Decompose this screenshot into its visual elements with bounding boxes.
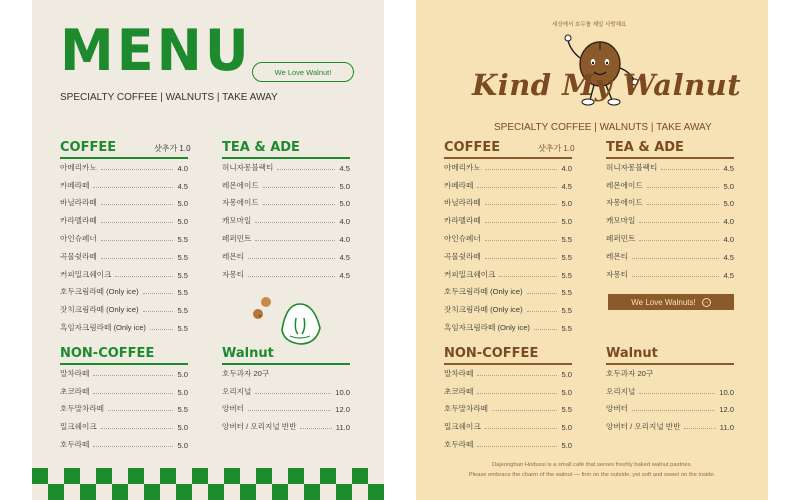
section-heading-tea-ade: TEA & ADE bbox=[606, 140, 684, 155]
menu-item-price: 5.5 bbox=[561, 270, 572, 280]
dot-leader bbox=[632, 276, 719, 277]
menu-item bbox=[60, 297, 188, 315]
menu-item-price: 5.5 bbox=[561, 405, 572, 415]
dot-leader bbox=[255, 393, 331, 394]
menu-item-name: 흑임자크림라떼 (Only ice) bbox=[444, 322, 530, 332]
menu-item bbox=[222, 208, 350, 226]
menu-item-name: 아인슈페너 bbox=[60, 233, 97, 243]
menu-item-price: 5.0 bbox=[177, 423, 188, 433]
menu-item-name: 호두라떼 bbox=[60, 439, 90, 449]
menu-item bbox=[444, 155, 572, 173]
menu-item-name: 자몽에이드 bbox=[222, 198, 259, 208]
menu-item-name: 바닐라라떼 bbox=[444, 198, 481, 208]
menu-item-price: 12.0 bbox=[335, 405, 350, 415]
menu-item-price: 5.0 bbox=[561, 199, 572, 209]
menu-item-name: 아메리카노 bbox=[444, 162, 481, 172]
dot-leader bbox=[248, 276, 335, 277]
menu-item bbox=[606, 244, 734, 262]
dot-leader bbox=[115, 276, 173, 277]
checker-square bbox=[176, 484, 192, 500]
footer-line-1: Dajeonghan Hodussi is a small café that serves freshly baked walnut pastries. bbox=[491, 462, 693, 468]
menu-item-price: 10.0 bbox=[335, 387, 350, 397]
menu-item-name: 자몽티 bbox=[222, 269, 245, 279]
menu-item bbox=[606, 173, 734, 191]
menu-item bbox=[444, 226, 572, 244]
menu-item bbox=[60, 379, 188, 397]
menu-item-price: 5.5 bbox=[561, 323, 572, 333]
tea-ade-list bbox=[606, 155, 734, 280]
menu-item-price: 5.5 bbox=[177, 234, 188, 244]
checker-border bbox=[32, 468, 384, 500]
menu-item bbox=[222, 191, 350, 209]
section-heading-walnut: Walnut bbox=[222, 346, 274, 361]
menu-item-name: 잣치크림라떼 (Only ice) bbox=[444, 305, 523, 315]
section-heading-noncoffee: NON-COFFEE bbox=[444, 346, 539, 361]
menu-item-name: 호두말차라떼 bbox=[444, 404, 489, 414]
checker-square bbox=[192, 468, 208, 484]
dot-leader bbox=[101, 204, 174, 205]
dot-leader bbox=[485, 169, 558, 170]
menu-item-name: 앙버터 bbox=[606, 404, 629, 414]
checker-square bbox=[32, 468, 48, 484]
menu-item-price: 5.0 bbox=[339, 199, 350, 209]
menu-item bbox=[606, 208, 734, 226]
dot-leader bbox=[485, 204, 558, 205]
menu-item-name: 호두라떼 bbox=[444, 439, 474, 449]
menu-item-price: 5.0 bbox=[177, 217, 188, 227]
menu-item bbox=[60, 315, 188, 333]
checker-square bbox=[368, 484, 384, 500]
menu-item-price: 11.0 bbox=[719, 423, 734, 433]
checker-square bbox=[144, 484, 160, 500]
menu-item bbox=[444, 432, 572, 450]
menu-item-name: 레몬에이드 bbox=[222, 180, 259, 190]
dot-leader bbox=[647, 187, 720, 188]
menu-item bbox=[444, 280, 572, 298]
dot-leader bbox=[485, 222, 558, 223]
menu-item-price: 5.0 bbox=[177, 387, 188, 397]
menu-item-price: 5.5 bbox=[177, 405, 188, 415]
dot-leader bbox=[108, 410, 173, 411]
menu-item-name: 곡물쉿라떼 bbox=[60, 251, 97, 261]
menu-item-name: 레몬티 bbox=[606, 251, 629, 261]
menu-item-price: 5.0 bbox=[339, 181, 350, 191]
dot-leader bbox=[248, 258, 335, 259]
menu-item-price: 5.5 bbox=[177, 288, 188, 298]
checker-square bbox=[240, 484, 256, 500]
arrow-right-icon: → bbox=[703, 299, 710, 305]
menu-item-name: 자몽티 bbox=[606, 269, 629, 279]
dot-leader bbox=[485, 428, 558, 429]
checker-square bbox=[48, 484, 64, 500]
menu-item-name: 잣치크림라떼 (Only ice) bbox=[60, 305, 139, 315]
menu-item-name: 자몽에이드 bbox=[606, 198, 643, 208]
menu-item bbox=[60, 208, 188, 226]
menu-item bbox=[444, 361, 572, 379]
dot-leader bbox=[661, 169, 719, 170]
dot-leader bbox=[639, 222, 719, 223]
menu-item-name: 카페라떼 bbox=[60, 180, 90, 190]
menu-item-name: 카라멜라떼 bbox=[444, 216, 481, 226]
dot-leader bbox=[534, 329, 557, 330]
menu-item bbox=[60, 397, 188, 415]
menu-item-name: 오리지널 bbox=[222, 386, 252, 396]
menu-item-name: 호두말차라떼 bbox=[60, 404, 105, 414]
dot-leader bbox=[477, 187, 557, 188]
menu-item bbox=[606, 414, 734, 432]
noncoffee-list bbox=[444, 361, 572, 450]
brand-subtitle: 세상에서 호두를 제일 사랑해요 bbox=[552, 22, 627, 28]
menu-item-price: 5.5 bbox=[561, 252, 572, 262]
checker-square bbox=[336, 484, 352, 500]
menu-card-brown bbox=[416, 0, 768, 500]
dot-leader bbox=[101, 240, 174, 241]
menu-item bbox=[444, 315, 572, 333]
menu-item bbox=[222, 397, 350, 415]
menu-item bbox=[222, 226, 350, 244]
dot-leader bbox=[263, 204, 336, 205]
menu-item bbox=[222, 379, 350, 397]
menu-item bbox=[606, 191, 734, 209]
dot-leader bbox=[101, 222, 174, 223]
menu-item bbox=[606, 397, 734, 415]
checker-square bbox=[352, 468, 368, 484]
menu-item bbox=[60, 262, 188, 280]
menu-item-price: 4.5 bbox=[561, 181, 572, 191]
menu-item-name: 캐모마일 bbox=[222, 216, 252, 226]
menu-item bbox=[606, 155, 734, 173]
menu-item bbox=[444, 244, 572, 262]
menu-item-price: 4.0 bbox=[723, 217, 734, 227]
menu-item bbox=[444, 262, 572, 280]
menu-item-price: 5.0 bbox=[723, 199, 734, 209]
menu-item-name: 밀크쉐이크 bbox=[60, 422, 97, 432]
menu-item bbox=[60, 361, 188, 379]
menu-item bbox=[444, 297, 572, 315]
checker-square bbox=[96, 468, 112, 484]
menu-item-price: 4.5 bbox=[723, 252, 734, 262]
menu-item bbox=[60, 155, 188, 173]
checker-square bbox=[208, 484, 224, 500]
menu-item-name: 초코라떼 bbox=[444, 386, 474, 396]
menu-item bbox=[606, 262, 734, 280]
menu-item bbox=[60, 226, 188, 244]
menu-item-price: 5.0 bbox=[177, 199, 188, 209]
section-heading-walnut: Walnut bbox=[606, 346, 658, 361]
menu-item-name: 카페라떼 bbox=[444, 180, 474, 190]
love-button-label: We Love Walnuts! bbox=[631, 297, 696, 307]
tagline: SPECIALTY COFFEE | WALNUTS | TAKE AWAY bbox=[494, 122, 712, 133]
menu-item-price: 4.5 bbox=[177, 181, 188, 191]
menu-item bbox=[222, 414, 350, 432]
dot-leader bbox=[639, 240, 719, 241]
menu-item-price: 5.5 bbox=[561, 234, 572, 244]
dot-leader bbox=[93, 187, 173, 188]
menu-item bbox=[606, 379, 734, 397]
dot-leader bbox=[277, 169, 335, 170]
dot-leader bbox=[477, 375, 557, 376]
tea-ade-list bbox=[222, 155, 350, 280]
menu-item-price: 5.5 bbox=[561, 288, 572, 298]
dot-leader bbox=[101, 258, 174, 259]
menu-item bbox=[606, 361, 734, 379]
menu-item-price: 4.5 bbox=[339, 252, 350, 262]
menu-item-price: 5.5 bbox=[177, 252, 188, 262]
menu-item-price: 5.5 bbox=[561, 306, 572, 316]
menu-item-name: 아메리카노 bbox=[60, 162, 97, 172]
walnut-list bbox=[222, 361, 350, 432]
coffee-list bbox=[60, 155, 188, 333]
menu-item-price: 10.0 bbox=[719, 387, 734, 397]
menu-item bbox=[444, 191, 572, 209]
menu-item-price: 4.0 bbox=[177, 163, 188, 173]
menu-item bbox=[60, 173, 188, 191]
menu-item-price: 4.0 bbox=[561, 163, 572, 173]
shot-extra-note: 샷추가 1.0 bbox=[538, 144, 575, 153]
menu-item-name: 캐모마일 bbox=[606, 216, 636, 226]
menu-item-name: 앙버터 / 오리지널 반반 bbox=[222, 422, 297, 432]
menu-item bbox=[222, 262, 350, 280]
dot-leader bbox=[492, 410, 557, 411]
brand-name: Kind My Walnut bbox=[472, 68, 742, 102]
checker-square bbox=[272, 484, 288, 500]
dot-leader bbox=[101, 428, 174, 429]
checker-square bbox=[112, 484, 128, 500]
checker-square bbox=[224, 468, 240, 484]
dot-leader bbox=[93, 446, 173, 447]
menu-item-price: 5.5 bbox=[177, 306, 188, 316]
shot-extra-note: 샷추가 1.0 bbox=[154, 144, 191, 153]
dot-leader bbox=[93, 375, 173, 376]
dot-leader bbox=[477, 446, 557, 447]
menu-item bbox=[222, 155, 350, 173]
checker-square bbox=[128, 468, 144, 484]
walnut-illustration-icon bbox=[244, 292, 334, 348]
menu-item-name: 호두크림라떼 (Only ice) bbox=[60, 287, 139, 297]
menu-item-name: 아인슈페너 bbox=[444, 233, 481, 243]
dot-leader bbox=[632, 410, 715, 411]
menu-item bbox=[60, 280, 188, 298]
menu-item-name: 호두과자 20구 bbox=[222, 368, 270, 378]
walnut-list bbox=[606, 361, 734, 432]
menu-item-name: 초코라떼 bbox=[60, 386, 90, 396]
dot-leader bbox=[263, 187, 336, 188]
dot-leader bbox=[485, 240, 558, 241]
coffee-list bbox=[444, 155, 572, 333]
menu-item-price: 4.5 bbox=[339, 270, 350, 280]
menu-item-name: 앙버터 bbox=[222, 404, 245, 414]
dot-leader bbox=[93, 393, 173, 394]
dot-leader bbox=[527, 293, 558, 294]
menu-item-price: 12.0 bbox=[719, 405, 734, 415]
menu-item bbox=[606, 226, 734, 244]
menu-item-price: 5.5 bbox=[177, 270, 188, 280]
checker-square bbox=[160, 468, 176, 484]
dot-leader bbox=[647, 204, 720, 205]
checker-square bbox=[64, 468, 80, 484]
menu-title: MENU bbox=[60, 17, 252, 84]
menu-item-price: 5.0 bbox=[561, 217, 572, 227]
menu-item-name: 레몬에이드 bbox=[606, 180, 643, 190]
menu-item-name: 호두크림라떼 (Only ice) bbox=[444, 287, 523, 297]
we-love-walnuts-button[interactable] bbox=[608, 294, 734, 310]
menu-item-price: 4.0 bbox=[723, 234, 734, 244]
checker-square bbox=[80, 484, 96, 500]
menu-item-name: 곡물쉿라떼 bbox=[444, 251, 481, 261]
menu-item-price: 4.0 bbox=[339, 217, 350, 227]
tagline: SPECIALTY COFFEE | WALNUTS | TAKE AWAY bbox=[60, 92, 278, 103]
menu-item bbox=[444, 397, 572, 415]
dot-leader bbox=[477, 393, 557, 394]
menu-item bbox=[222, 173, 350, 191]
menu-item bbox=[60, 244, 188, 262]
menu-item bbox=[60, 414, 188, 432]
dot-leader bbox=[101, 169, 174, 170]
menu-item-name: 커피밀크쉐이크 bbox=[60, 269, 112, 279]
menu-item-price: 5.0 bbox=[561, 440, 572, 450]
dot-leader bbox=[639, 393, 715, 394]
dot-leader bbox=[248, 410, 331, 411]
checker-square bbox=[288, 468, 304, 484]
menu-item-price: 4.0 bbox=[339, 234, 350, 244]
menu-item-name: 페퍼민트 bbox=[606, 233, 636, 243]
menu-item bbox=[60, 432, 188, 450]
menu-item bbox=[222, 244, 350, 262]
checker-square bbox=[256, 468, 272, 484]
menu-item-price: 5.0 bbox=[561, 387, 572, 397]
menu-item-name: 호두과자 20구 bbox=[606, 368, 654, 378]
menu-item-name: 페퍼민트 bbox=[222, 233, 252, 243]
menu-item bbox=[444, 208, 572, 226]
checker-square bbox=[304, 484, 320, 500]
dot-leader bbox=[143, 311, 174, 312]
dot-leader bbox=[300, 428, 331, 429]
section-heading-coffee: COFFEE bbox=[444, 140, 501, 155]
dot-leader bbox=[255, 222, 335, 223]
noncoffee-list bbox=[60, 361, 188, 450]
dot-leader bbox=[499, 276, 557, 277]
menu-item-name: 바닐라라떼 bbox=[60, 198, 97, 208]
menu-item-name: 허니자몽블랙티 bbox=[222, 162, 274, 172]
section-heading-noncoffee: NON-COFFEE bbox=[60, 346, 155, 361]
menu-card-green bbox=[32, 0, 384, 500]
menu-item-name: 말차라떼 bbox=[444, 368, 474, 378]
menu-item-name: 커피밀크쉐이크 bbox=[444, 269, 496, 279]
dot-leader bbox=[684, 428, 715, 429]
dot-leader bbox=[527, 311, 558, 312]
menu-item-name: 흑임자크림라떼 (Only ice) bbox=[60, 322, 146, 332]
menu-item-price: 4.5 bbox=[723, 270, 734, 280]
menu-item bbox=[444, 173, 572, 191]
menu-item-name: 허니자몽블랙티 bbox=[606, 162, 658, 172]
menu-item bbox=[444, 414, 572, 432]
menu-item-name: 오리지널 bbox=[606, 386, 636, 396]
menu-item-price: 5.0 bbox=[561, 369, 572, 379]
checker-square bbox=[320, 468, 336, 484]
menu-item-name: 말차라떼 bbox=[60, 368, 90, 378]
dot-leader bbox=[485, 258, 558, 259]
section-heading-tea-ade: TEA & ADE bbox=[222, 140, 300, 155]
menu-item-price: 5.0 bbox=[177, 369, 188, 379]
menu-item-price: 4.5 bbox=[339, 163, 350, 173]
dot-leader bbox=[150, 329, 173, 330]
menu-item-name: 앙버터 / 오리지널 반반 bbox=[606, 422, 681, 432]
menu-item-price: 5.0 bbox=[723, 181, 734, 191]
menu-item-name: 레몬티 bbox=[222, 251, 245, 261]
dot-leader bbox=[143, 293, 174, 294]
menu-item bbox=[60, 191, 188, 209]
menu-item-price: 4.5 bbox=[723, 163, 734, 173]
section-heading-coffee: COFFEE bbox=[60, 140, 117, 155]
dot-leader bbox=[255, 240, 335, 241]
menu-item bbox=[222, 361, 350, 379]
menu-item-name: 밀크쉐이크 bbox=[444, 422, 481, 432]
menu-item bbox=[444, 379, 572, 397]
menu-item-price: 5.0 bbox=[177, 440, 188, 450]
footer-line-2: Please embrace the charm of the walnut — firm on the outside, yet soft and sweet on the inside. bbox=[468, 472, 716, 478]
menu-item-price: 11.0 bbox=[335, 423, 350, 433]
love-walnut-pill: We Love Walnut! bbox=[252, 62, 354, 82]
menu-item-name: 카라멜라떼 bbox=[60, 216, 97, 226]
menu-item-price: 5.0 bbox=[561, 423, 572, 433]
menu-item-price: 5.5 bbox=[177, 323, 188, 333]
dot-leader bbox=[632, 258, 719, 259]
